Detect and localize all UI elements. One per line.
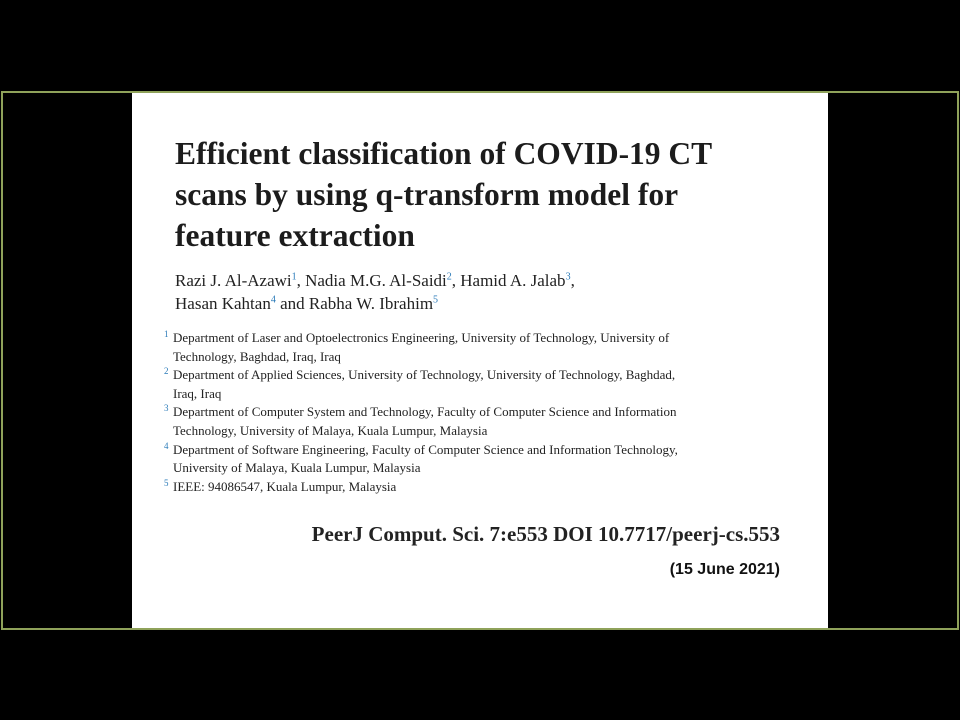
affiliation-number: 5 bbox=[164, 477, 169, 488]
paper-page bbox=[132, 93, 828, 628]
title-line-2: scans by using q-transform model for bbox=[175, 177, 679, 212]
author-list bbox=[175, 269, 815, 315]
affiliation-item bbox=[164, 329, 804, 366]
paper-title bbox=[175, 133, 815, 256]
title-line-1: Efficient classification of COVID-19 CT bbox=[175, 136, 713, 171]
affiliation-item bbox=[164, 478, 804, 497]
author-affiliation-marker: 2 bbox=[446, 271, 452, 283]
affiliation-number: 3 bbox=[164, 403, 169, 414]
affiliation-text: Iraq, Iraq bbox=[173, 385, 222, 401]
author-separator: and bbox=[275, 294, 309, 313]
affiliation-text: Technology, Baghdad, Iraq, Iraq bbox=[173, 348, 341, 364]
affiliation-list bbox=[164, 329, 804, 496]
affiliation-text: Department of Applied Sciences, University of Technology, University of Technology, Baghdad, bbox=[173, 367, 676, 383]
author-affiliation-marker: 3 bbox=[565, 271, 571, 283]
affiliation-item bbox=[164, 441, 804, 478]
affiliation-number: 1 bbox=[164, 329, 169, 339]
author-separator: , bbox=[296, 271, 306, 290]
author-separator: , bbox=[570, 271, 575, 290]
affiliation-item bbox=[164, 366, 804, 403]
author-separator: , bbox=[451, 271, 461, 290]
affiliation-text: University of Malaya, Kuala Lumpur, Malaysia bbox=[173, 460, 421, 476]
affiliation-text: Department of Laser and Optoelectronics Engineering, University of Technology, University of bbox=[173, 330, 670, 345]
affiliation-text: Department of Computer System and Technology, Faculty of Computer Science and Information bbox=[173, 404, 677, 420]
author-name: Razi J. Al-Azawi bbox=[175, 271, 292, 290]
affiliation-item bbox=[164, 403, 804, 440]
author-name: Rabha W. Ibrahim bbox=[308, 294, 434, 313]
author-name: Nadia M.G. Al-Saidi bbox=[305, 271, 447, 290]
affiliation-text: Technology, University of Malaya, Kuala Lumpur, Malaysia bbox=[173, 422, 488, 438]
affiliation-number: 2 bbox=[164, 366, 169, 377]
author-name: Hamid A. Jalab bbox=[460, 271, 566, 290]
journal-citation: PeerJ Comput. Sci. 7:e553 DOI 10.7717/peerj-cs.553 bbox=[311, 522, 780, 546]
affiliation-text: IEEE: 94086547, Kuala Lumpur, Malaysia bbox=[173, 478, 397, 494]
author-affiliation-marker: 1 bbox=[291, 271, 297, 283]
author-affiliation-marker: 4 bbox=[270, 294, 276, 306]
title-line-3: feature extraction bbox=[175, 218, 415, 253]
affiliation-number: 4 bbox=[164, 440, 169, 451]
author-affiliation-marker: 5 bbox=[433, 294, 439, 306]
slide-frame bbox=[1, 91, 959, 630]
author-name: Hasan Kahtan bbox=[175, 294, 271, 313]
affiliation-text: Department of Software Engineering, Faculty of Computer Science and Information Technology, bbox=[173, 441, 678, 457]
publication-date: (15 June 2021) bbox=[669, 561, 780, 578]
